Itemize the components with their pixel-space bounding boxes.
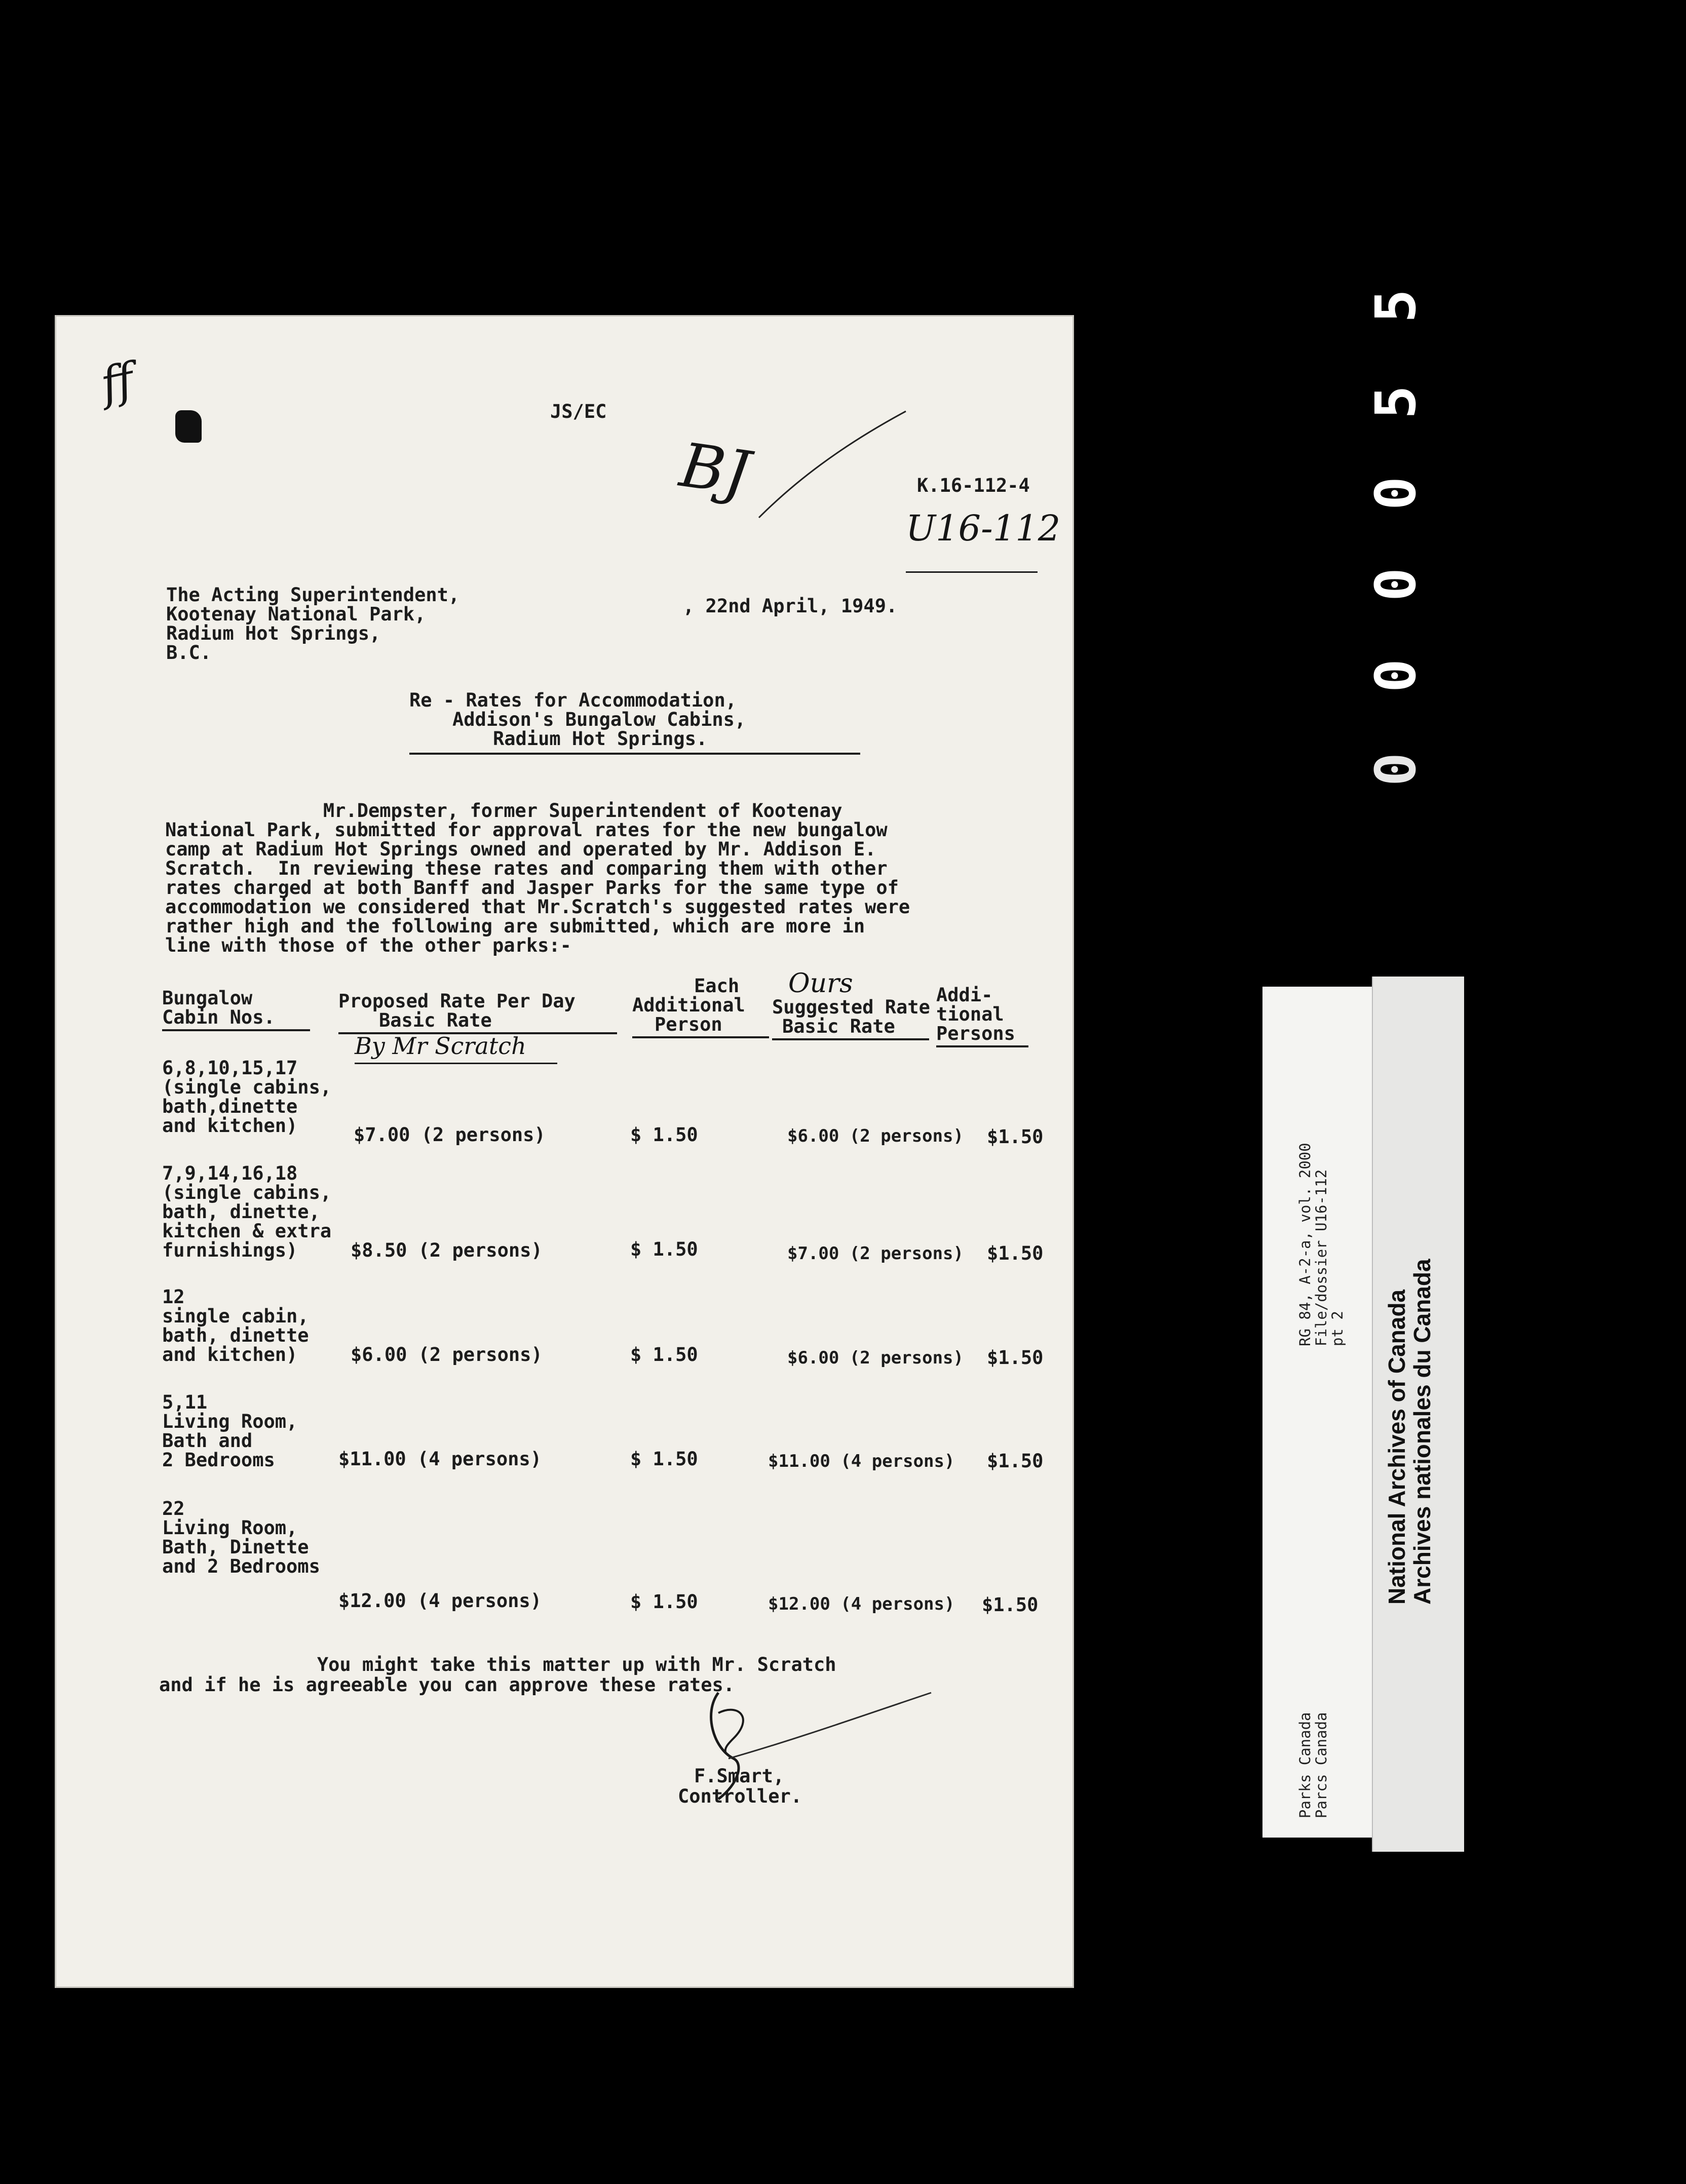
row3-each: $ 1.50 xyxy=(630,1344,698,1366)
body-line: Mr.Dempster, former Superintendent of Kootenay xyxy=(165,800,842,822)
label-archives-line: National Archives of Canada xyxy=(1384,1289,1410,1605)
col4-header-line1: Suggested Rate xyxy=(772,996,930,1018)
row2-proposed: $8.50 (2 persons) xyxy=(351,1239,543,1261)
col3-header-line3: Person xyxy=(655,1013,722,1035)
label-archives-line: Archives nationales du Canada xyxy=(1409,1259,1435,1605)
row5-desc: 22 xyxy=(162,1498,185,1519)
col3-header-line2: Additional xyxy=(632,994,745,1016)
label-department-line: Parcs Canada xyxy=(1313,1712,1330,1818)
col4-header-line2: Basic Rate xyxy=(782,1016,895,1037)
body-line: camp at Radium Hot Springs owned and operated by Mr. Addison E. xyxy=(165,838,876,860)
col1-header-line2: Cabin Nos. xyxy=(162,1006,275,1028)
frame-digit: 5 xyxy=(1363,289,1428,323)
label-department-line: Parks Canada xyxy=(1296,1712,1314,1818)
archive-institution-label xyxy=(1372,977,1464,1852)
row2-desc: 7,9,14,16,18 xyxy=(162,1162,298,1184)
pen-stroke-top xyxy=(754,406,916,528)
row2-desc: bath, dinette, xyxy=(162,1201,320,1223)
handwritten-initials: BJ xyxy=(675,430,754,510)
initials: JS/EC xyxy=(550,401,607,422)
col5-header-line1: Addi- xyxy=(936,984,993,1006)
closing-line: You might take this matter up with Mr. Scratch xyxy=(159,1654,836,1675)
signatory-name: F.Smart, xyxy=(694,1765,785,1787)
row1-suggested: $6.00 (2 persons) xyxy=(787,1126,964,1146)
row1-desc: bath,dinette xyxy=(162,1096,298,1117)
row4-suggested: $11.00 (4 persons) xyxy=(768,1451,955,1471)
row4-each: $ 1.50 xyxy=(630,1448,698,1470)
row5-desc: Living Room, xyxy=(162,1517,298,1539)
body-line: rates charged at both Banff and Jasper Parks for the same type of xyxy=(165,877,899,899)
subject-line-1: Re - Rates for Accommodation, xyxy=(409,689,737,711)
letter-date: , 22nd April, 1949. xyxy=(683,595,898,617)
body-line: rather high and the following are submitted, which are more in xyxy=(165,915,865,937)
ink-blot xyxy=(175,410,202,443)
row4-desc: Bath and xyxy=(162,1430,253,1452)
row1-proposed: $7.00 (2 persons) xyxy=(354,1124,546,1146)
body-line: accommodation we considered that Mr.Scratch's suggested rates were xyxy=(165,896,910,918)
label-reference-line: File/dossier U16-112 xyxy=(1313,1169,1330,1346)
row5-additional: $1.50 xyxy=(982,1594,1039,1616)
subject-line-2: Addison's Bungalow Cabins, xyxy=(452,709,746,730)
row5-proposed: $12.00 (4 persons) xyxy=(338,1590,542,1612)
row3-suggested: $6.00 (2 persons) xyxy=(787,1348,964,1368)
col1-header-underline xyxy=(162,1029,310,1031)
row2-desc: furnishings) xyxy=(162,1239,298,1261)
address-line-2: Kootenay National Park, xyxy=(166,603,426,625)
row1-desc: and kitchen) xyxy=(162,1115,298,1137)
col5-header-line2: tional xyxy=(936,1003,1004,1025)
body-line: line with those of the other parks:- xyxy=(165,934,571,956)
row5-each: $ 1.50 xyxy=(630,1591,698,1613)
frame-digit: 0 xyxy=(1363,476,1428,511)
margin-mark: ff xyxy=(96,353,139,412)
document-page xyxy=(55,315,1074,1988)
col1-header-line1: Bungalow xyxy=(162,987,253,1009)
col3-header-line1: Each xyxy=(694,975,740,997)
row5-desc: Bath, Dinette xyxy=(162,1536,309,1558)
col3-header-underline xyxy=(632,1036,769,1038)
label-reference-line: pt 2 xyxy=(1329,1311,1346,1346)
row3-proposed: $6.00 (2 persons) xyxy=(351,1344,543,1366)
col4-header-underline xyxy=(772,1038,929,1040)
label-reference-line: RG 84, A-2-a, vol. 2000 xyxy=(1296,1143,1314,1346)
address-line-1: The Acting Superintendent, xyxy=(166,584,460,606)
row3-additional: $1.50 xyxy=(987,1347,1044,1369)
row4-proposed: $11.00 (4 persons) xyxy=(338,1448,542,1470)
frame-digit: 0 xyxy=(1363,567,1428,602)
col5-header-underline xyxy=(936,1045,1028,1047)
frame-digit: 0 xyxy=(1363,752,1428,787)
row5-desc: and 2 Bedrooms xyxy=(162,1555,320,1577)
col2-handwritten-note: By Mr Scratch xyxy=(355,1032,526,1060)
body-line: Scratch. In reviewing these rates and comparing them with other xyxy=(165,857,888,879)
file-reference: K.16-112-4 xyxy=(917,475,1030,496)
handwritten-file-reference: U16-112 xyxy=(906,508,1061,549)
address-line-3: Radium Hot Springs, xyxy=(166,622,381,644)
row3-desc: single cabin, xyxy=(162,1305,309,1327)
row1-additional: $1.50 xyxy=(987,1126,1044,1148)
row3-desc: bath, dinette xyxy=(162,1324,309,1346)
col5-header-line3: Persons xyxy=(936,1023,1015,1044)
row5-suggested: $12.00 (4 persons) xyxy=(768,1594,955,1614)
file-ref-underline xyxy=(906,571,1038,573)
subject-underline xyxy=(409,753,860,755)
row2-each: $ 1.50 xyxy=(630,1238,698,1260)
frame-digit: 0 xyxy=(1363,658,1428,693)
body-line: National Park, submitted for approval rates for the new bungalow xyxy=(165,819,888,841)
row3-desc: and kitchen) xyxy=(162,1344,298,1366)
col2-note-underline xyxy=(355,1063,557,1064)
row4-desc: 5,11 xyxy=(162,1391,208,1413)
closing-line: and if he is agreeable you can approve these rates. xyxy=(159,1674,735,1696)
row3-desc: 12 xyxy=(162,1286,185,1308)
row2-additional: $1.50 xyxy=(987,1242,1044,1264)
frame-digit: 5 xyxy=(1363,385,1428,419)
row2-desc: (single cabins, xyxy=(162,1182,332,1203)
archive-reference-label xyxy=(1262,987,1378,1838)
col4-handwritten-note: Ours xyxy=(788,968,853,999)
row2-suggested: $7.00 (2 persons) xyxy=(787,1243,964,1264)
col2-header-line1: Proposed Rate Per Day xyxy=(338,990,576,1012)
row4-desc: 2 Bedrooms xyxy=(162,1449,275,1471)
row1-desc: 6,8,10,15,17 xyxy=(162,1057,298,1079)
signatory-title: Controller. xyxy=(678,1785,802,1807)
address-line-4: B.C. xyxy=(166,642,212,664)
row4-desc: Living Room, xyxy=(162,1411,298,1432)
row1-each: $ 1.50 xyxy=(630,1124,698,1146)
row4-additional: $1.50 xyxy=(987,1450,1044,1472)
subject-line-3: Radium Hot Springs. xyxy=(493,728,708,750)
col2-header-line2: Basic Rate xyxy=(379,1009,492,1031)
row2-desc: kitchen & extra xyxy=(162,1220,332,1242)
row1-desc: (single cabins, xyxy=(162,1076,332,1098)
